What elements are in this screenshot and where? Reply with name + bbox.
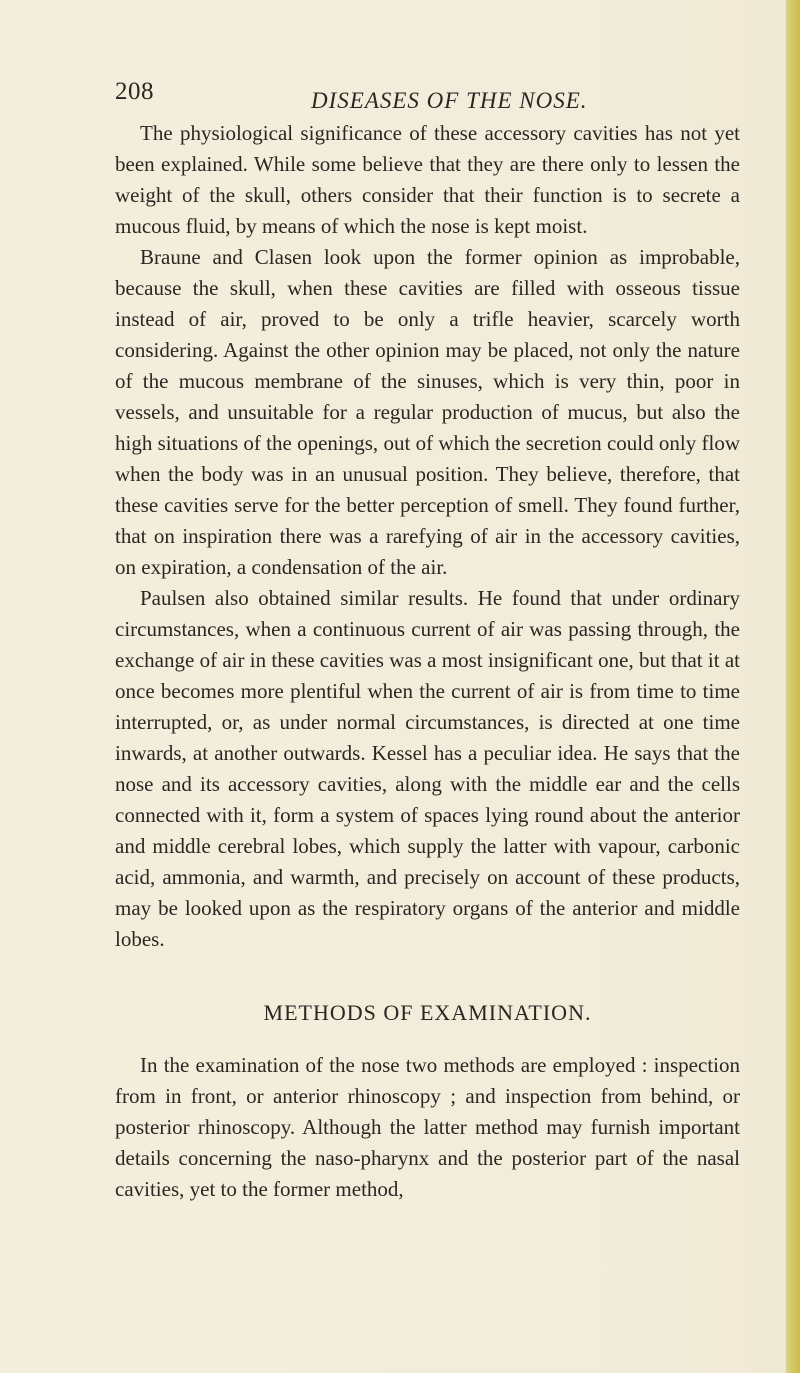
- page-number: 208: [115, 78, 154, 105]
- paragraph-1: The physiological significance of these accessory cavities has not yet been explained. While some believe that they are there only to lessen the weight of the skull, others consider that their function is to secrete a mucous fluid, by means of which the nose is kept moist.: [115, 121, 740, 238]
- paragraph-2: Braune and Clasen look upon the former opinion as improbable, because the skull, when these cavities are filled with osseous tissue instead of air, proved to be only a trifle heavier, scarcely worth considering. Against the other opinion may be placed, not only the nature of the mucous membrane of the sinuses, which is very thin, poor in vessels, and unsuitable for a regular production of mucus, but also the high situations of the openings, out of which the secretion could only flow when the body was in an unusual position. They believe, therefore, that these cavities serve for the better perception of smell. They found further, that on inspiration there was a rarefying of air in the accessory cavities, on expiration, a condensation of the air.: [115, 245, 740, 579]
- section-paragraph: In the examination of the nose two methods are employed : inspection from in front, or anterior rhinoscopy ; and inspection from behind, or posterior rhinoscopy. Although the latter method may furnish important details concerning the naso-pharynx and the posterior part of the nasal cavities, yet to the former method,: [115, 1053, 740, 1201]
- main-text: [115, 118, 740, 955]
- running-title: DISEASES OF THE NOSE.: [311, 88, 588, 113]
- section-text: [115, 1050, 740, 1205]
- paragraph-3: Paulsen also obtained similar results. He found that under ordinary circumstances, when a continuous current of air was passing through, the exchange of air in these cavities was a most insignificant one, but that it at once becomes more plentiful when the current of air is from time to time interrupted, or, as under normal circumstances, is directed at one time inwards, at another outwards. Kessel has a peculiar idea. He says that the nose and its accessory cavities, along with the middle ear and the cells connected with it, form a system of spaces lying round about the anterior and middle cerebral lobes, which supply the latter with vapour, carbonic acid, ammonia, and warmth, and precisely on account of these products, may be looked upon as the respiratory organs of the anterior and middle lobes.: [115, 586, 740, 951]
- page-header: [115, 78, 755, 118]
- page-edge-strip: [786, 0, 800, 1373]
- section-heading: METHODS OF EXAMINATION.: [263, 1000, 592, 1025]
